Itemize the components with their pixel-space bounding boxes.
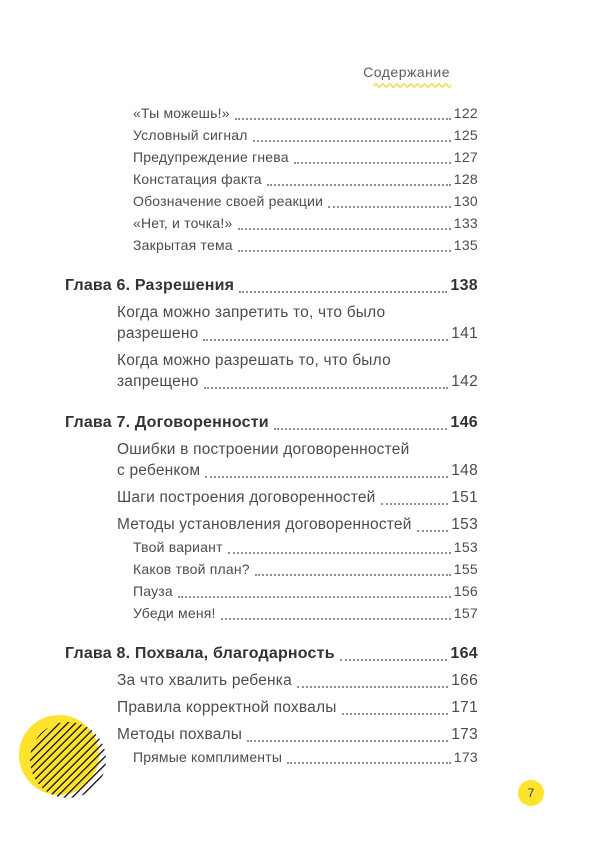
toc-page-number: 157 xyxy=(453,605,478,621)
dotted-leader xyxy=(204,387,449,389)
diagonal-hatch-decoration xyxy=(30,722,106,798)
toc-entry-line xyxy=(117,460,478,481)
toc-entry-line xyxy=(117,670,478,691)
toc-entry-title: Правила корректной похвалы xyxy=(117,699,337,716)
toc-entry-line xyxy=(117,371,478,392)
toc-entry-line xyxy=(133,192,478,211)
toc-page-number: 155 xyxy=(453,561,478,577)
toc-entry-title: Глава 8. Похвала, благодарность xyxy=(65,645,335,662)
toc-entry-line xyxy=(117,487,478,508)
dotted-leader xyxy=(340,659,448,661)
toc-entry-line xyxy=(133,104,478,123)
toc-page-number: 148 xyxy=(451,462,478,479)
toc-entry-title: Когда можно запретить то, что было xyxy=(117,304,386,321)
toc-entry-line xyxy=(133,170,478,189)
dotted-leader xyxy=(221,618,451,620)
page-number: 7 xyxy=(527,786,535,800)
toc-entry-line xyxy=(133,148,478,167)
toc-entry xyxy=(65,350,478,392)
toc-entry-title: «Нет, и точка!» xyxy=(133,215,233,231)
toc-page-number: 173 xyxy=(453,749,478,765)
toc-entry-title: Убеди меня! xyxy=(133,605,216,621)
toc-entry xyxy=(65,604,478,623)
toc-page-number: 130 xyxy=(453,193,478,209)
toc-entry-line xyxy=(65,276,478,296)
toc-entry-title: «Ты можешь!» xyxy=(133,105,230,121)
toc-entry-line xyxy=(65,644,478,664)
dotted-leader xyxy=(253,140,451,142)
toc-entry xyxy=(65,670,478,691)
toc-entry-line xyxy=(117,697,478,718)
toc-page-number: 173 xyxy=(451,726,478,743)
toc-entry-line xyxy=(117,724,478,745)
toc-entry xyxy=(65,104,478,123)
toc-entry-title: Твой вариант xyxy=(133,539,223,555)
toc-entry xyxy=(65,560,478,579)
dotted-leader xyxy=(238,250,451,252)
toc-entry-line xyxy=(117,514,478,535)
dotted-leader xyxy=(287,762,451,764)
toc-entry xyxy=(65,538,478,557)
wavy-underline-decoration xyxy=(373,81,451,89)
toc-entry-title: Методы установления договоренностей xyxy=(117,516,412,533)
toc-entry-title: Ошибки в построении договоренностей xyxy=(117,441,410,458)
toc-entry xyxy=(65,236,478,255)
dotted-leader xyxy=(294,162,451,164)
dotted-leader xyxy=(274,428,448,430)
toc-entry-line xyxy=(133,748,478,767)
toc-entry-title: Прямые комплименты xyxy=(133,749,283,765)
toc-page-number: 125 xyxy=(453,127,478,143)
dotted-leader xyxy=(297,686,448,688)
dotted-leader xyxy=(255,574,451,576)
toc-page-number: 138 xyxy=(450,277,478,294)
toc-chapter-entry xyxy=(65,413,478,433)
dotted-leader xyxy=(328,206,451,208)
dotted-leader xyxy=(247,740,448,742)
toc-entry xyxy=(65,192,478,211)
toc-page-number: 146 xyxy=(450,414,478,431)
toc-entry xyxy=(65,302,478,344)
toc-page-number: 151 xyxy=(451,489,478,506)
toc-entry xyxy=(65,487,478,508)
toc-entry-title-continued: разрешено xyxy=(117,325,199,342)
toc-entry-line xyxy=(133,538,478,557)
toc-entry-line xyxy=(133,560,478,579)
toc-entry-title: Шаги построения договоренностей xyxy=(117,489,376,506)
toc-entry-title: Когда можно разрешать то, что было xyxy=(117,352,391,369)
dotted-leader xyxy=(381,503,449,505)
dotted-leader xyxy=(235,118,451,120)
toc-entry-title: Предупреждение гнева xyxy=(133,149,289,165)
toc-page-number: 128 xyxy=(453,171,478,187)
contents-heading: Содержание xyxy=(363,64,450,80)
toc-page-number: 156 xyxy=(453,583,478,599)
page-header xyxy=(0,64,450,82)
dotted-leader xyxy=(267,184,451,186)
toc-entry-line xyxy=(133,582,478,601)
dotted-leader xyxy=(417,530,449,532)
toc-entry-title-continued: с ребенком xyxy=(117,462,201,479)
toc-entry-line xyxy=(65,413,478,433)
corner-decoration xyxy=(0,700,130,820)
toc-entry-title: Констатация факта xyxy=(133,171,262,187)
toc-entry xyxy=(65,170,478,189)
dotted-leader xyxy=(239,291,447,293)
toc-page-number: 171 xyxy=(451,699,478,716)
toc-entry xyxy=(65,214,478,233)
toc-entry-line xyxy=(133,214,478,233)
toc-page-number: 142 xyxy=(451,373,478,390)
toc-entry-line xyxy=(133,126,478,145)
toc-page-number: 122 xyxy=(453,105,478,121)
toc-page-number: 153 xyxy=(451,516,478,533)
toc-entry-title: Пауза xyxy=(133,583,173,599)
toc-entry xyxy=(65,126,478,145)
toc-page-number: 164 xyxy=(450,645,478,662)
toc-entry-title: Методы похвалы xyxy=(117,726,243,743)
toc-entry-title-continued: запрещено xyxy=(117,373,199,390)
toc-entry-title: Условный сигнал xyxy=(133,127,248,143)
toc-page-number: 153 xyxy=(453,539,478,555)
toc-page-number: 133 xyxy=(453,215,478,231)
toc-entry-title: Обозначение своей реакции xyxy=(133,193,324,209)
toc-entry-line xyxy=(133,604,478,623)
toc-list xyxy=(65,104,478,767)
toc-entry-line xyxy=(133,236,478,255)
page-number-badge xyxy=(518,780,544,806)
dotted-leader xyxy=(203,339,448,341)
dotted-leader xyxy=(178,596,451,598)
toc-page-number: 135 xyxy=(453,237,478,253)
toc-page-number: 141 xyxy=(451,325,478,342)
toc-entry xyxy=(65,582,478,601)
toc-chapter-entry xyxy=(65,276,478,296)
toc-entry-line xyxy=(117,323,478,344)
dotted-leader xyxy=(205,476,448,478)
toc-chapter-entry xyxy=(65,644,478,664)
toc-entry-title: За что хвалить ребенка xyxy=(117,672,292,689)
toc-entry xyxy=(65,148,478,167)
toc-entry-title: Каков твой план? xyxy=(133,561,250,577)
toc-entry-title: Глава 6. Разрешения xyxy=(65,277,235,294)
toc-entry-title: Закрытая тема xyxy=(133,237,233,253)
toc-page-number: 127 xyxy=(453,149,478,165)
dotted-leader xyxy=(342,713,449,715)
toc-entry-title: Глава 7. Договоренности xyxy=(65,414,269,431)
toc-entry xyxy=(65,439,478,481)
dotted-leader xyxy=(228,552,451,554)
dotted-leader xyxy=(238,228,451,230)
toc-entry xyxy=(65,514,478,535)
toc-page-number: 166 xyxy=(451,672,478,689)
